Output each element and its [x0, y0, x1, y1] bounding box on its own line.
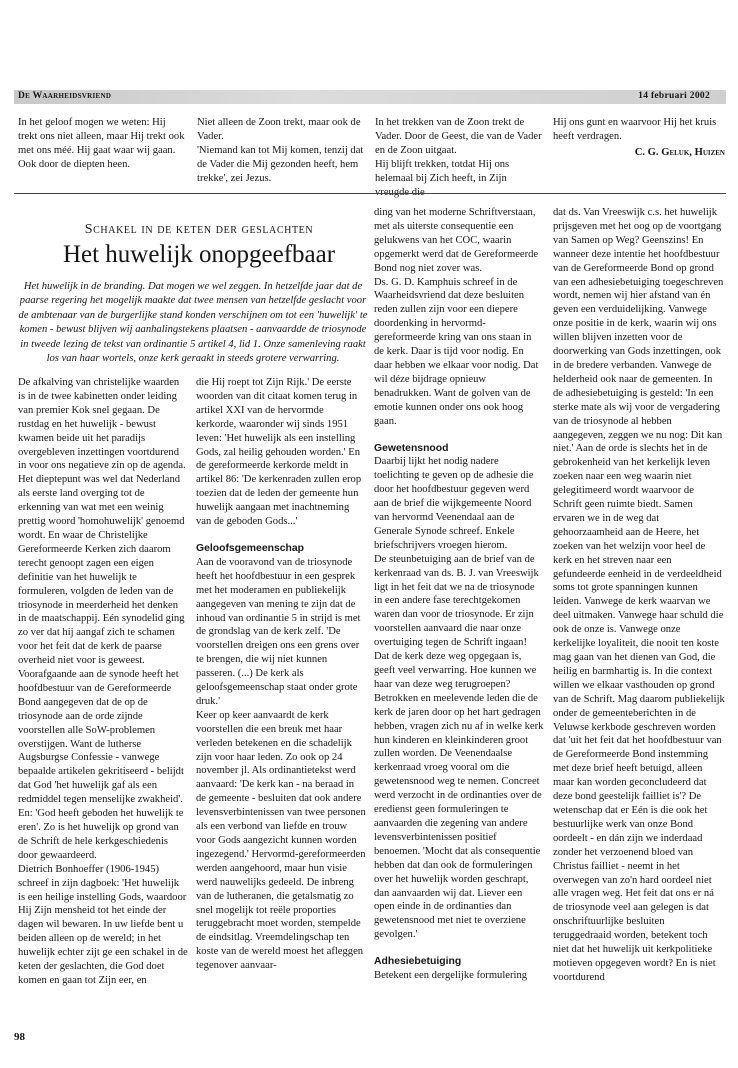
publication-name: De Waarheidsvriend: [18, 91, 112, 101]
subheading-gewetensnood: Gewetensnood: [374, 442, 449, 454]
author-signature: C. G. Geluk, Huizen: [634, 146, 725, 158]
continued-column-2: [197, 116, 365, 186]
article-column-3: [374, 206, 544, 983]
article-text-2: die Hij roept tot Zijn Rijk.' De eerste woorden van dit citaat komen terug in artikel XXI van de hervormde kerkorde, waaronder wij sinds 1951 leven: 'Het huwelijk als een instelling Gods, zal heilig gehouden worden.' En de gereformeerde kerkorde meldt in artikel 86: 'De kerkenraden zullen erop toezien dat de leden der gemeente hun huwelijk aangaan met inachtneming van de geboden Gods...': [196, 377, 362, 528]
issue-date: 14 februari 2002: [638, 91, 710, 101]
article-column-1: [18, 376, 188, 988]
continued-column-4: [553, 116, 725, 160]
continued-text-1: In het geloof mogen we weten: Hij trekt ons niet alleen, maar Hij trekt ook met ons méé. Hij gaat waar wij gaan. Ook door de diepten heen.: [18, 117, 185, 170]
section-divider: [14, 193, 726, 194]
continued-column-1: [18, 116, 186, 172]
article-text-4: dat ds. Van Vreeswijk c.s. het huwelijk prijsgeven met het oog op de voortgang van Samen op Weg? Geenszins! En wanneer deze intentie het hoofdbestuur van de Gereformeerde Bond op grond van een adhesiebetuiging toegeschreven wordt, nemen wij hier afstand van én geven een verduidelijking. Vanwege onze positie in de kerk, waarin wij ons willen blijven inzetten voor de doorwerking van Gods inzettingen, ook in de bredere verbanden. Vanwege de helderheid ook naar de gemeenten. In de adhesiebetuiging is gesteld: 'In een sterke mate als wij voor de vergadering van de triosynode al hebben aangegeven, zeggen we nu nog: Dit kan niet.' Aan de orde is slechts het in de gebrokenheid van het kerkelijk leven zoeken naar een weg waarin niet gelegitimeerd wordt waarvoor de Schrift geen ruimte biedt. Samen ervaren we in de weg dat gehoorzaamheid aan de Heere, het zoeken van het welzijn voor heel de kerk en het streven naar een gefundeerde eenheid in de verdeeldheid soms tot grote spanningen kunnen leiden. Vanwege de kerk waarvan we deel uitmaken. Vanwege haar schuld die ook de onze is. Vanwege onze kerkelijke loyaliteit, die nooit ten koste mag gaan van het dienen van God, die heilig en barmhartig is. In die context willen we elkaar vasthouden op grond van de Schrift. Mag daarom publiekelijk onder de gemeenteberichten in de Veluwse kerkbode geschreven worden dat 'uit het feit dat het hoofdbestuur van de Gereformeerde Bond instemming met deze brief heeft betuigd, alleen maar kan worden geconcludeerd dat deze bond geestelijk failliet is'? De wetenschap dat er Eén is die ook het bestuurlijke werk van onze Bond oordeelt - en dán zijn we inderdaad zonder het verzoenend bloed van Christus failliet - neemt in het overwegen van zo'n hard oordeel niet alle vragen weg. Het feit dat ons er ná de triosynode veel aan gelegen is dat onschriftuurlijke besluiten teruggedraaid worden, betekent toch niet dat het huwelijk uit kerkpolitieke motieven opgegeven wordt? En is niet voortdurend: [553, 207, 725, 983]
article-text-1: De afkalving van christelijke waarden is in de twee kabinetten onder leiding van premier Kok snel gegaan. De rustdag en het huwelijk - bewust kwamen beide uit het paradijs overgebleven inzettingen voortdurend in voor ons negatieve zin op de agenda. Het dieptepunt was wel dat Nederland als eerste land overging tot de erkenning van wat met een weinig prettig woord 'homohuwelijk' genoemd wordt. En waar de Christelijke Gereformeerde Kerken zich daarom terecht genoopt zagen een eigen definitie van het huwelijk te formuleren, volgden de leden van de triosynode in meerderheid het denken in de maatschappij. Eén synodelid ging zo ver dat hij aangaf zich te schamen voor het feit dat de kerk de paarse overheid niet voor is geweest. Voorafgaande aan de synode heeft het hoofdbestuur van de Gereformeerde Bond aangegeven dat de op de triosynode aan de orde zijnde voorstellen alle SoW-problemen overstijgen. Want de lutherse Augsburgse Confessie - vanwege bepaalde artikelen gekritiseerd - belijdt dat God 'het huwelijk gaf als een redmiddel tegen menselijke zwakheid'. En: 'God heeft geboden het huwelijk te eren'. Zo is het huwelijk op grond van de Schrift de hele kerkgeschiedenis door gewaardeerd. Dietrich Bonhoeffer (1906-1945) schreef in zijn dagboek: 'Het huwelijk is een heilige instelling Gods, waardoor Hij Zijn mensheid tot het einde der dagen wil bewaren. In uw liefde bent u beiden alleen op de wereld; in het huwelijk echter zijt ge een schakel in de keten der geslachten, die God doet komen en gaan tot Zijn eer, en: [18, 377, 188, 986]
continued-text-4: Hij ons gunt en waarvoor Hij het kruis heeft verdragen.: [553, 117, 717, 142]
article-text-3c: Betekent een dergelijke formulering: [374, 970, 528, 982]
article-intro: Het huwelijk in de branding. Dat mogen we wel zeggen. In hetzelfde jaar dat de paarse regering het mogelijk maakte dat twee mensen van hetzelfde geslacht voor de ambtenaar van de burgerlijke stand konden verschijnen om tot een 'huwelijk' te komen - bewust blijven wij aanhalingstekens plaatsen - aanvaardde de triosynode in tweede lezing de tekst van ordinantie 5 artikel 4, lid 1. Onze samenleving raakt los van haar wortels, onze kerk geraakt in steeds grotere verwarring.: [18, 281, 368, 365]
article-kicker: Schakel in de keten der geslachten: [84, 222, 314, 237]
article-text-2b: Aan de vooravond van de triosynode heeft het hoofdbestuur in een gesprek met het moderamen en publiekelijk aangegeven van mening te zijn dat de inhoud van ordinantie 5 in strijd is met de grondslag van de kerk zelf. 'De voorstellen dreigen ons een grens over te brengen, die wij niet kunnen passeren. (...) De kerk als geloofsgemeenschap staat onder grote druk.' Keer op keer aanvaardt de kerk voorstellen die een breuk met haar verleden betekenen en die schadelijk zijn voor haar leden. Zo ook op 24 november jl. Als ordinantietekst werd aanvaard: 'De kerk kan - na beraad in de gemeente - besluiten dat ook andere levensverbintenissen van twee personen als een verbond van liefde en trouw voor Gods aangezicht kunnen worden ingezegend.' Hervormd-gereformeerden werden aangehoord, maar hun visie werd nauwelijks gedeeld. De inbreng van de lutheranen, die getalsmatig zo snel mogelijk tot reële proporties teruggebracht moet worden, stempelde de eindsitlag. Vreemdelingschap ten koste van de wereld moest het afleggen tegenover aanvaar-: [196, 556, 366, 972]
running-header-bar: [14, 90, 726, 104]
continued-column-3: [375, 116, 543, 199]
continued-text-2: Niet alleen de Zoon trekt, maar ook de Vader. 'Niemand kan tot Mij komen, tenzij dat de Vader die Mij gezonden heeft, hem trekke', zei Jezus.: [197, 117, 364, 184]
continued-text-3: In het trekken van de Zoon trekt de Vader. Door de Geest, die van de Vader en de Zoon uitgaat. Hij blijft trekken, totdat Hij ons helemaal bij Zich heeft, in Zijn: [375, 117, 542, 184]
article-title: Het huwelijk onopgeefbaar: [62, 241, 336, 268]
subheading-geloofsgemeenschap: Geloofsgemeenschap: [196, 542, 304, 554]
article-column-2: [196, 376, 366, 973]
article-text-3b: Daarbij lijkt het nodig nadere toelichting te geven op de adhesie die door het hoofdbestuur gegeven werd aan de brief die wijkgemeente Noord van hervormd Veenendaal aan de Generale Synode schreef. Enkele briefschrijvers vroegen hierom. De steunbetuiging aan de brief van de kerkenraad van ds. B. J. van Vreeswijk ligt in het feit dat we na de triosynode in een andere fase terechtgekomen waren dan voor de triosynode. Er zijn voorstellen aanvaard die naar onze overtuiging tegen de Schrift ingaan! Dat de kerk deze weg opgegaan is, geeft veel verwarring. Hoe kunnen we haar van deze weg terugroepen? Betrokken en meelevende leden die de kerk de jaren door op het hart gedragen hebben, vragen zich nu af in welke kerk hun kinderen en kleinkinderen groot zullen worden. De Veenendaalse kerkenraad vroeg vooral om die gewetensnood weg te nemen. Concreet werd verzocht in de ordinanties over de eredienst geen formuleringen te aanvaarden die zegening van andere levensverbintenissen positief benoemen. 'Mocht dat als consequentie hebben dat dan ook de formuleringen over het huwelijk worden geschrapt, dan aanvaarden wij dat. Liever een open einde in de ordinanties dan gewetensnood met niet te overziene gevolgen.': [374, 456, 544, 941]
subheading-adhesiebetuiging: Adhesiebetuiging: [374, 956, 462, 968]
article-column-4: [553, 206, 725, 985]
page-number: 98: [14, 1031, 25, 1043]
article-text-3: ding van het moderne Schriftverstaan, met als uiterste consequentie een gelukwens van het COC, waarin opgemerkt werd dat de Gereformeerde Bond nog niet zover was. Ds. G. D. Kamphuis schreef in de Waarheidsvriend dat deze besluiten reden zullen zijn voor een diepere doordenking in hervormd-gereformeerde kring van ons staan in de kerk. Daar is tijd voor nodig. En daar hebben we elkaar voor nodig. Dat wil déze bijdrage opnieuw benadrukken. Want de golven van de emotie kunnen onder ons ook hoog gaan.: [374, 207, 539, 427]
